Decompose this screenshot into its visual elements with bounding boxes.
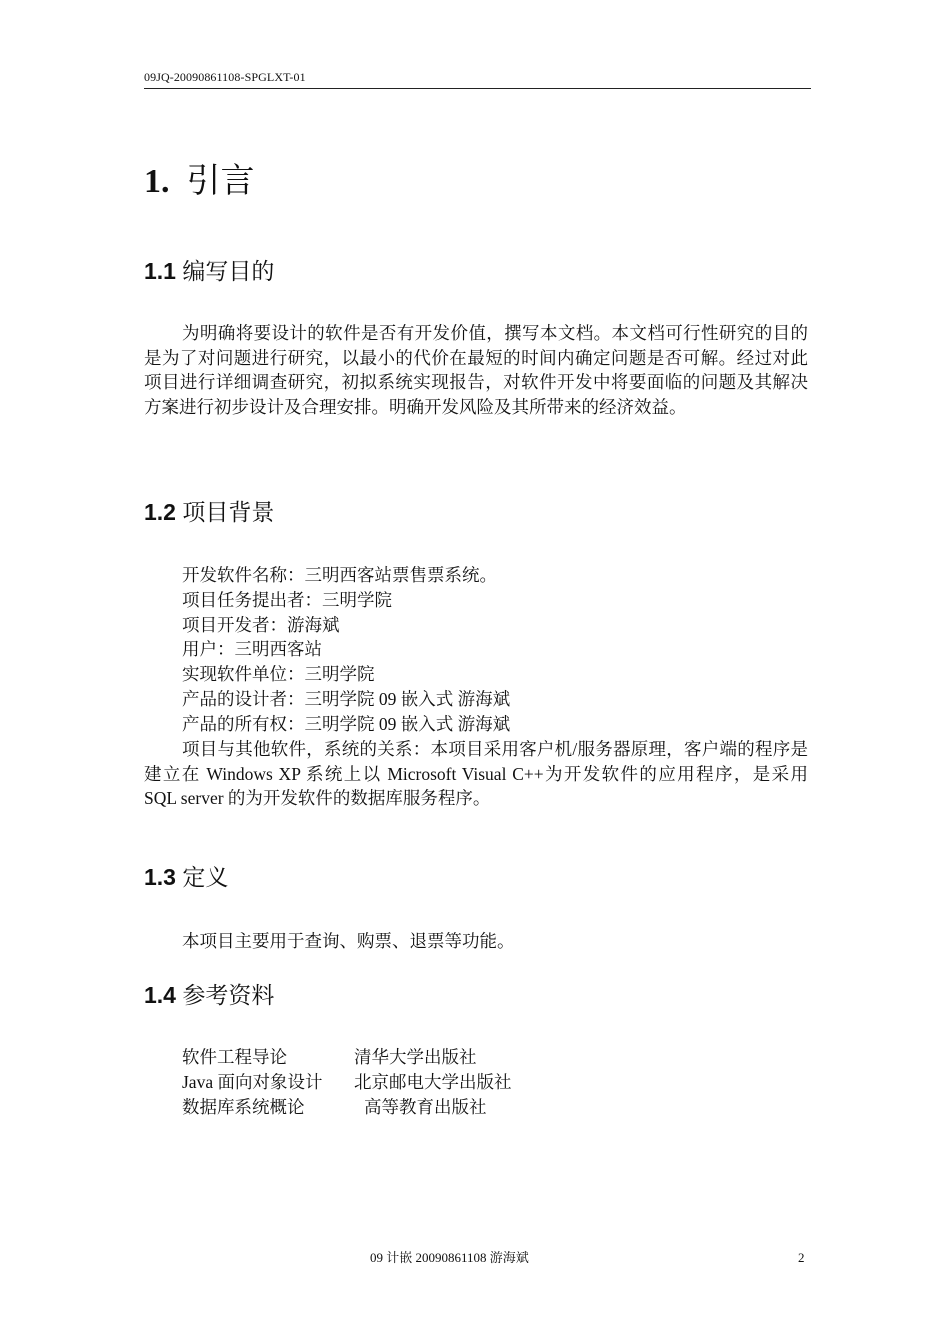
document-code: 09JQ-20090861108-SPGLXT-01 [144,70,306,84]
reference-publisher: 北京邮电大学出版社 [354,1072,512,1092]
reference-publisher: 清华大学出版社 [354,1047,477,1067]
background-line: 用户：三明西客站 [182,639,322,659]
reference-title: Java 面向对象设计 [182,1072,323,1092]
background-line: 产品的设计者：三明学院 09 嵌入式 游海斌 [182,689,511,709]
background-line: 产品的所有权：三明学院 09 嵌入式 游海斌 [182,714,511,734]
section-title: 编写目的 [182,258,275,284]
background-line: 实现软件单位：三明学院 [182,664,375,684]
reference-title: 数据库系统概论 [182,1097,305,1117]
background-line: 项目开发者：游海斌 [182,615,340,635]
reference-title: 软件工程导论 [182,1047,287,1067]
section-title: 参考资料 [182,982,275,1008]
background-line: 项目任务提出者：三明学院 [182,590,392,610]
definition-line: 本项目主要用于查询、购票、退票等功能。 [182,931,515,951]
page-number: 2 [798,1250,805,1265]
section-title: 定义 [182,864,229,890]
section-heading-1-3 [144,862,228,892]
section-heading-1-1 [144,256,274,286]
section-heading-1-2 [144,497,274,527]
background-line: 开发软件名称：三明西客站票售票系统。 [182,565,497,585]
section-number: 1.3 [144,864,176,890]
relationship-paragraph: 项目与其他软件，系统的关系：本项目采用客户机/服务器原理，客户端的程序是建立在 Windows XP 系统上以 Microsoft Visual C++为开发软件的应用程序，是采用 SQL server 的为开发软件的数据库服务程序。 [144,739,808,809]
purpose-paragraph: 为明确将要设计的软件是否有开发价值，撰写本文档。本文档可行性研究的目的是为了对问题进行研究，以最小的代价在最短的时间内确定问题是否可解。经过对此项目进行详细调查研究，初拟系统实现报告，对软件开发中将要面临的问题及其解决方案进行初步设计及合理安排。明确开发风险及其所带来的经济效益。 [144,323,808,418]
section-number: 1.2 [144,499,176,525]
reference-publisher: 高等教育出版社 [364,1097,487,1117]
page-header [144,68,811,89]
chapter-number: 1 [144,163,161,200]
section-number: 1.4 [144,982,176,1008]
chapter-heading [144,160,255,204]
section-number: 1.1 [144,258,176,284]
section-heading-1-4 [144,980,274,1010]
footer-author: 09 计嵌 20090861108 游海斌 [370,1250,529,1265]
chapter-title: 引言 [186,163,255,200]
section-title: 项目背景 [182,499,275,525]
chapter-separator: . [161,163,170,200]
